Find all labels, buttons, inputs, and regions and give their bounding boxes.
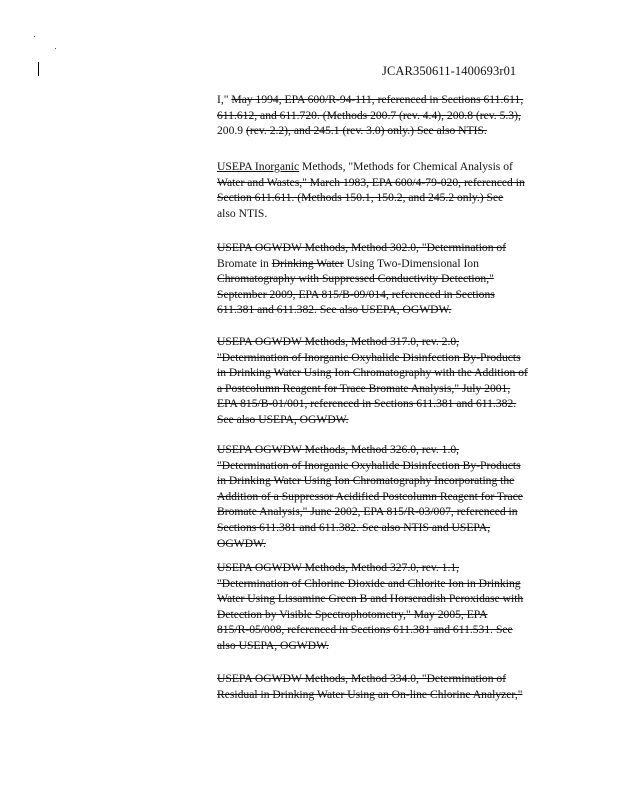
deleted-text: Addition of a Suppressor Acidified Postcolumn Reagent for Trace xyxy=(217,489,523,503)
deleted-text: Section 611.611. (Methods 150.1, 150.2, and 245.2 only.) See xyxy=(217,191,504,205)
entry-line xyxy=(217,190,547,206)
deleted-text: May 1994, EPA 600/R-94-111, referenced in Sections 611.611, xyxy=(231,93,524,106)
deleted-text: USEPA OGWDW Methods, Method 326.0, rev. 1.0, xyxy=(217,443,460,456)
entry-line xyxy=(217,473,547,489)
entry-line xyxy=(217,365,547,381)
deleted-text: a Postcolumn Reagent for Trace Bromate Analysis," July 2001, xyxy=(217,381,511,395)
text-run: also NTIS. xyxy=(217,206,268,220)
entry-line xyxy=(217,591,547,607)
entry-line xyxy=(217,92,547,108)
entry-line xyxy=(217,175,547,191)
entry-line xyxy=(217,206,547,222)
deleted-text: Detection by Visible Spectrophotometry," May 2005, EPA xyxy=(217,607,488,621)
text-run: Methods, "Methods for Chemical Analysis of xyxy=(299,160,513,173)
deleted-text: in Drinking Water Using Ion Chromatography with the Addition of xyxy=(217,366,528,380)
entry-line xyxy=(217,159,547,175)
deleted-text: USEPA OGWDW Methods, Method 327.0, rev. 1.1, xyxy=(217,561,460,574)
reference-entry xyxy=(217,240,547,318)
deleted-text: in Drinking Water Using Ion Chromatography Incorporating the xyxy=(217,474,515,488)
reference-entry xyxy=(217,159,547,221)
entry-line xyxy=(217,622,547,638)
entry-line xyxy=(217,108,547,124)
entry-line xyxy=(217,396,547,412)
entry-line xyxy=(217,560,547,576)
entry-line xyxy=(217,607,547,623)
reference-entry xyxy=(217,671,547,702)
deleted-text: (rev. 2.2), and 245.1 (rev. 3.0) only.) See also NTIS. xyxy=(245,124,487,138)
entry-line xyxy=(217,536,547,552)
deleted-text: 611.612, and 611.720. (Methods 200.7 (rev. 4.4), 200.8 (rev. 5.3), xyxy=(217,108,521,122)
entry-line xyxy=(217,123,547,139)
deleted-text: Residual in Drinking Water Using an On-line Chlorine Analyzer," xyxy=(217,687,523,701)
deleted-text: OGWDW. xyxy=(217,536,266,550)
entry-line xyxy=(217,256,547,272)
left-margin-mark xyxy=(38,62,39,76)
text-run: Using Two-Dimensional Ion xyxy=(343,256,479,270)
reference-entry xyxy=(217,334,547,428)
entry-line xyxy=(217,442,547,458)
deleted-text: Bromate Analysis," June 2002, EPA 815/R-03/007, referenced in xyxy=(217,505,518,519)
deleted-text: Sections 611.381 and 611.382. See also NTIS and USEPA, xyxy=(217,520,491,534)
deleted-text: Water Using Lissamine Green B and Horseradish Peroxidase with xyxy=(217,592,524,606)
deleted-text: "Determination of Inorganic Oxyhalide Disinfection By-Products xyxy=(217,458,521,472)
entry-line xyxy=(217,381,547,397)
entry-line xyxy=(217,687,547,703)
deleted-text: September 2009, EPA 815/B-09/014, referenced in Sections xyxy=(217,287,495,301)
reference-entry xyxy=(217,560,547,654)
deleted-text: See also USEPA, OGWDW. xyxy=(217,412,349,426)
deleted-text: USEPA OGWDW Methods, Method 317.0, rev. 2.0, xyxy=(217,335,460,348)
entry-line xyxy=(217,334,547,350)
entry-line xyxy=(217,576,547,592)
entry-line xyxy=(217,412,547,428)
deleted-text: Chromatography with Suppressed Conductivity Detection," xyxy=(217,272,494,286)
entry-line xyxy=(217,240,547,256)
entry-line xyxy=(217,520,547,536)
entry-line xyxy=(217,287,547,303)
entry-line xyxy=(217,302,547,318)
entry-line xyxy=(217,489,547,505)
deleted-text: "Determination of Inorganic Oxyhalide Disinfection By-Products xyxy=(217,350,521,364)
document-id: JCAR350611-1400693r01 xyxy=(382,64,517,78)
entry-line xyxy=(217,458,547,474)
deleted-text: Drinking Water xyxy=(271,256,344,270)
deleted-text: 611.381 and 611.382. See also USEPA, OGWDW. xyxy=(217,303,452,317)
entry-line xyxy=(217,271,547,287)
reference-entry xyxy=(217,92,547,139)
entry-line xyxy=(217,350,547,366)
text-run: 200.9 xyxy=(217,124,246,138)
deleted-text: also USEPA, OGWDW. xyxy=(217,638,329,652)
deleted-text: Water and Wastes," March 1983, EPA 600/4-79-020, referenced in xyxy=(217,175,525,189)
deleted-text: "Determination of Chlorine Dioxide and Chlorite Ion in Drinking xyxy=(217,576,521,590)
entry-line xyxy=(217,504,547,520)
deleted-text: EPA 815/B-01/001, referenced in Sections 611.381 and 611.382. xyxy=(217,397,517,411)
scan-speck xyxy=(55,48,56,49)
text-run: I," xyxy=(217,93,232,106)
entry-line xyxy=(217,671,547,687)
deleted-text: 815/R-05/008, referenced in Sections 611.381 and 611.531. See xyxy=(217,623,513,637)
text-run: Bromate in xyxy=(217,256,272,270)
reference-entry xyxy=(217,442,547,551)
deleted-text: USEPA OGWDW Methods, Method 334.0, "Determination of xyxy=(217,672,507,685)
deleted-text: USEPA OGWDW Methods, Method 302.0, "Determination of xyxy=(217,241,507,254)
entry-line xyxy=(217,638,547,654)
inserted-text: USEPA Inorganic xyxy=(217,160,300,173)
scan-speck xyxy=(34,36,35,37)
